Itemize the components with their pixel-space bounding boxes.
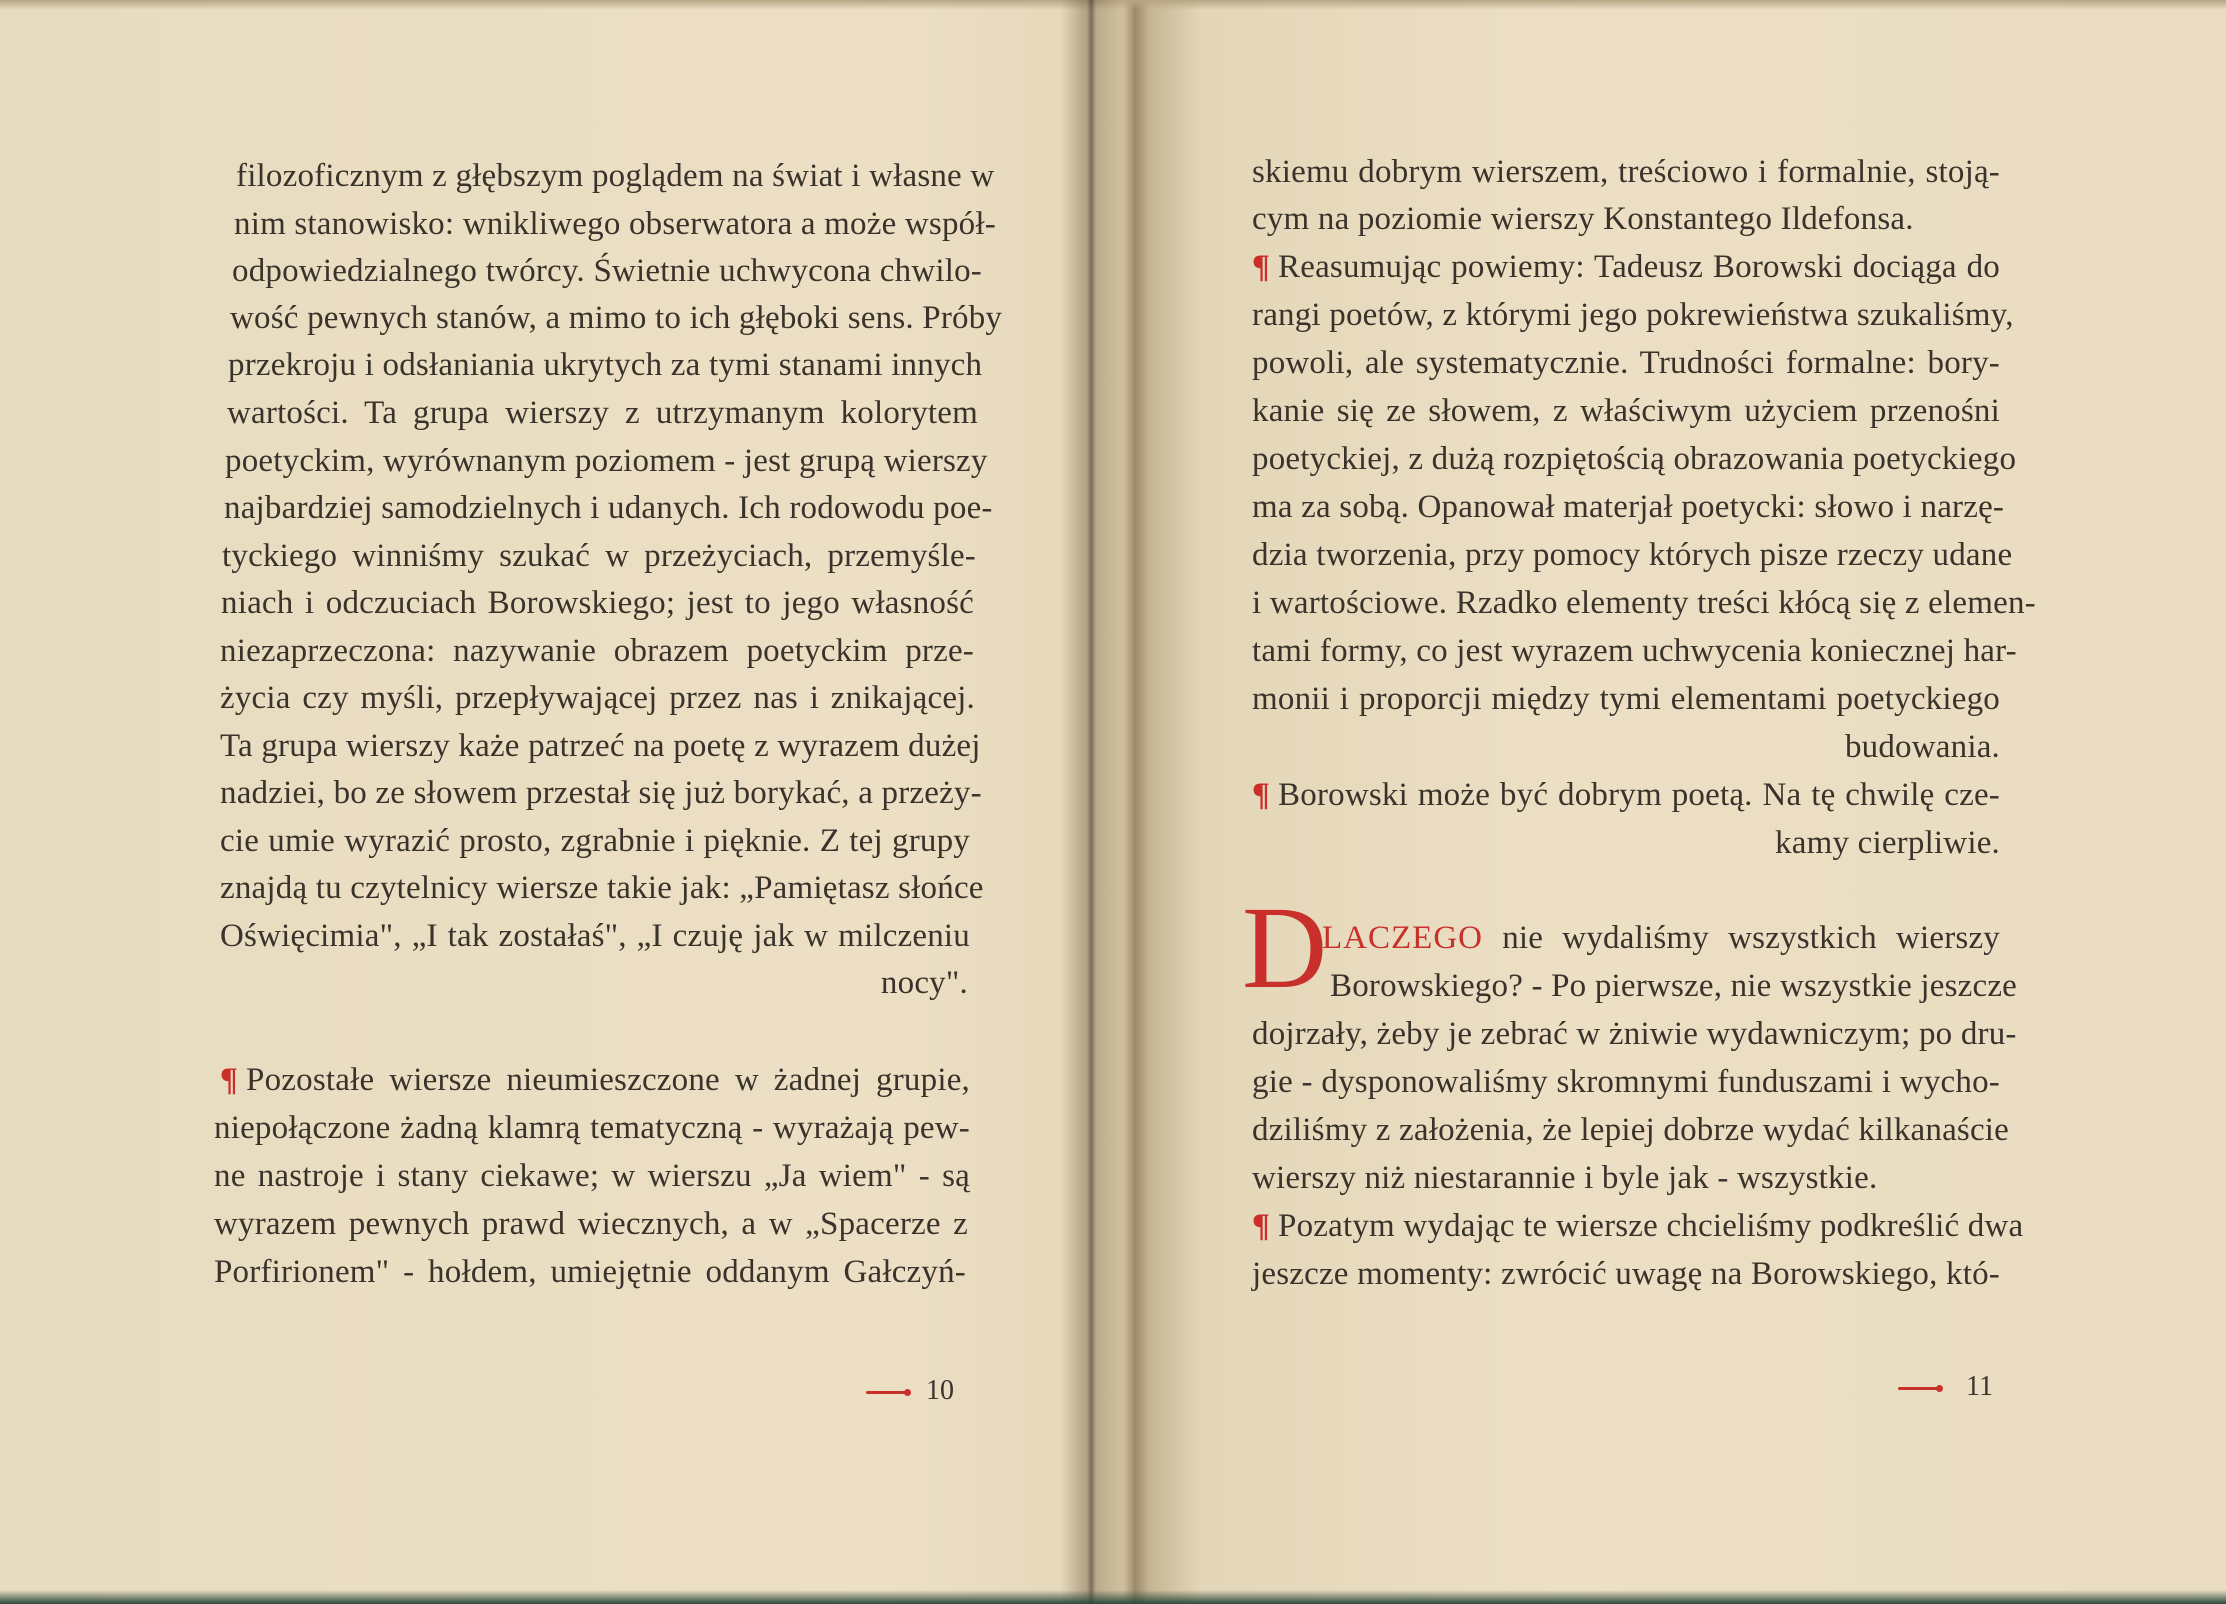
text-line: poetyckiej, z dużą rozpiętością obrazowania poetyckiego: [1252, 441, 2017, 477]
text-line: poetyckim, wyrównanym poziomem - jest grupą wierszy: [225, 443, 988, 479]
text-line: ma za sobą. Opanował materjał poetycki: słowo i narzę-: [1252, 489, 2005, 525]
text-line: tami formy, co jest wyrazem uchwycenia koniecznej har-: [1252, 633, 2017, 669]
page-number-dash-icon: [866, 1391, 906, 1394]
text-line: kamy cierpliwie.: [1775, 825, 2000, 861]
text-line: monii i proporcji między tymi elementami poetyckiego: [1252, 681, 2000, 717]
text-line: niepołączone żadną klamrą tematyczną - wyrażają pew-: [214, 1110, 970, 1146]
right-page: [1120, 0, 2226, 1604]
pilcrow-icon: ¶: [1252, 1208, 1271, 1244]
text-line: filozoficznym z głębszym poglądem na świat i własne w: [236, 158, 995, 194]
text-line: skiemu dobrym wierszem, treściowo i formalnie, stoją-: [1252, 154, 2000, 190]
text-line: Ta grupa wierszy każe patrzeć na poetę z wyrazem dużej: [220, 728, 981, 764]
text-line: LACZEGO nie wydaliśmy wszystkich wierszy: [1322, 920, 2000, 956]
text-line: cie umie wyrazić prosto, zgrabnie i pięknie. Z tej grupy: [220, 823, 970, 859]
text-line: nim stanowisko: wnikliwego obserwatora a może współ-: [234, 206, 996, 242]
text-line: dzia tworzenia, przy pomocy których pisze rzeczy udane: [1252, 537, 2013, 573]
page-number-dot-icon: [1936, 1385, 1943, 1392]
text-line: ¶ Pozatym wydając te wiersze chcieliśmy podkreślić dwa: [1252, 1208, 2024, 1244]
page-number: 10: [926, 1375, 954, 1406]
text-line: dziliśmy z założenia, że lepiej dobrze wydać kilkanaście: [1252, 1112, 2010, 1148]
text-line: dojrzały, żeby je zebrać w żniwie wydawniczym; po dru-: [1252, 1016, 2017, 1052]
text-line: życia czy myśli, przepływającej przez nas i znikającej.: [220, 680, 975, 716]
drop-cap: D: [1242, 882, 1328, 1013]
text-line: nadziei, bo ze słowem przestał się już borykać, a przeży-: [220, 775, 982, 811]
page-number: 11: [1966, 1371, 1993, 1402]
text-line: gie - dysponowaliśmy skromnymi funduszami i wycho-: [1252, 1064, 2000, 1100]
text-line: cym na poziomie wierszy Konstantego Ildefonsa.: [1252, 201, 1914, 237]
text-line: wość pewnych stanów, a mimo to ich głęboki sens. Próby: [230, 300, 1003, 336]
text-line: najbardziej samodzielnych i udanych. Ich rodowodu poe-: [224, 490, 993, 526]
text-line: Borowskiego? - Po pierwsze, nie wszystkie jeszcze: [1330, 968, 2018, 1004]
text-line: budowania.: [1844, 729, 2000, 765]
text-line: wierszy niż niestarannie i byle jak - wszystkie.: [1252, 1160, 1878, 1196]
text-line: rangi poetów, z którymi jego pokrewieństwa szukaliśmy,: [1252, 297, 2014, 333]
text-line: nocy".: [880, 965, 968, 1001]
section-heading-smallcaps: LACZEGO: [1322, 920, 1483, 956]
text-line: powoli, ale systematycznie. Trudności formalne: bory-: [1252, 345, 2000, 381]
text-line: wyrazem pewnych prawd wiecznych, a w „Spacerze z: [214, 1206, 968, 1242]
text-line: ¶ Reasumując powiemy: Tadeusz Borowski dociąga do: [1252, 249, 2000, 285]
text-line: przekroju i odsłaniania ukrytych za tymi stanami innych: [228, 347, 983, 383]
left-page: [0, 0, 1080, 1604]
page-number-dot-icon: [904, 1389, 911, 1396]
page-number-dash-icon: [1898, 1387, 1938, 1390]
text-line: ¶ Pozostałe wiersze nieumieszczone w żadnej grupie,: [220, 1062, 970, 1098]
pilcrow-icon: ¶: [1252, 249, 1271, 285]
text-line: wartości. Ta grupa wierszy z utrzymanym kolorytem: [227, 395, 978, 431]
text-line: odpowiedzialnego twórcy. Świetnie uchwycona chwilo-: [232, 253, 982, 289]
text-line: jeszcze momenty: zwrócić uwagę na Borowskiego, któ-: [1252, 1256, 2000, 1292]
text-line: Porfirionem" - hołdem, umiejętnie oddanym Gałczyń-: [214, 1254, 966, 1290]
text-line: ne nastroje i stany ciekawe; w wierszu „Ja wiem" - są: [214, 1158, 970, 1194]
text-line: ¶ Borowski może być dobrym poetą. Na tę chwilę cze-: [1252, 777, 2000, 813]
pilcrow-icon: ¶: [220, 1062, 239, 1098]
text-line: tyckiego winniśmy szukać w przeżyciach, przemyśle-: [222, 538, 976, 574]
text-line: niezaprzeczona: nazywanie obrazem poetyckim prze-: [220, 633, 974, 669]
text-line: kanie się ze słowem, z właściwym użyciem przenośni: [1252, 393, 2000, 429]
text-line: niach i odczuciach Borowskiego; jest to jego własność: [221, 585, 974, 621]
pilcrow-icon: ¶: [1252, 777, 1271, 813]
text-line: Oświęcimia", „I tak zostałaś", „I czuję jak w milczeniu: [220, 918, 970, 954]
text-line: i wartościowe. Rzadko elementy treści kłócą się z elemen-: [1252, 585, 2036, 621]
text-line: znajdą tu czytelnicy wiersze takie jak: „Pamiętasz słońce: [220, 870, 984, 906]
